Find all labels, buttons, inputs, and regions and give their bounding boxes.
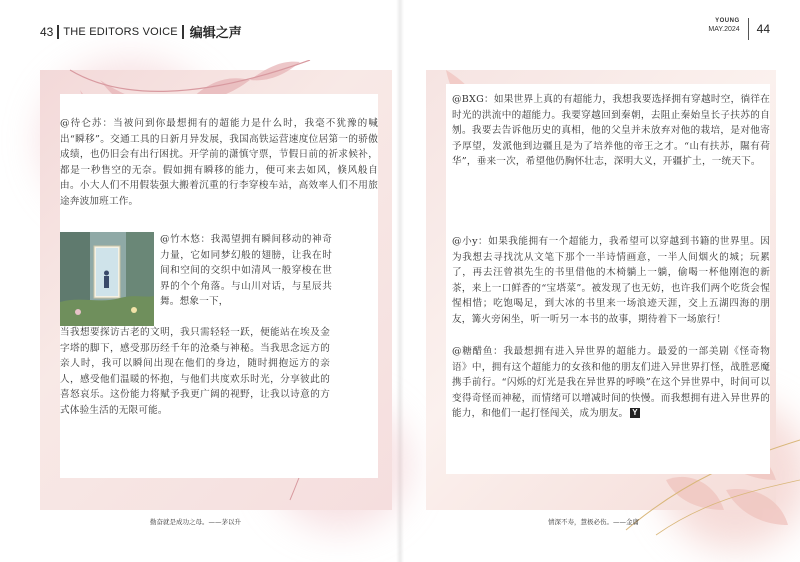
left-page-header xyxy=(40,22,242,41)
essay-paragraph xyxy=(452,344,770,422)
essay-paragraph-text: @糖醋鱼：我最想拥有进入异世界的超能力。最爱的一部美剧《怪奇物语》中，拥有这个超能力的女孩和他的朋友们进入异世界打怪，战胜恶魔携手前行。“闪烁的灯光是我在异世界的呼唤”在这个异世界中，时间可以变得奇怪而神秘，而情绪可以增减时间的快慢。而我想拥有进入异世界的能力，和他们一起打怪闯关，成为朋友。 xyxy=(452,346,770,419)
essay-paragraph: 当我想要探访古老的文明，我只需轻轻一跃，便能站在埃及金字塔的脚下，感受那历经千年的沧桑与神秘。当我思念远方的亲人时，我可以瞬间出现在他们的身边，随时拥抱远方的亲人，感受他们温暖的怀抱，与他们共度欢乐时光，分享彼此的喜怒哀乐。这份能力将赋予我更广阔的视野，让我以诗意的方式体验生活的无限可能。 xyxy=(60,327,330,416)
header-divider xyxy=(748,18,749,40)
door-in-forest-illustration xyxy=(60,232,154,326)
right-page-header xyxy=(708,18,770,40)
header-divider xyxy=(182,25,184,39)
illustration-image xyxy=(60,232,154,326)
magazine-name: YOUNG xyxy=(715,18,740,24)
header-divider xyxy=(57,25,59,39)
essay-paragraph: @BXG：如果世界上真的有超能力，我想我要选择拥有穿越时空，徜徉在时光的洪流中的超能力。我要穿越回到秦朝，去阻止秦始皇长子扶苏的自刎。我要去告诉他历史的真相，他的父皇并未放弃对他的栽培，是对他寄予厚望，发派他到边疆且是为了培养他的帝王之才。“山有扶苏，隰有荷华”，垂来一次，希望他仍胸怀壮志，深明大义，开疆扩土，一统天下。 xyxy=(452,94,770,167)
page-number: 43 xyxy=(40,24,54,39)
issue-date: MAY.2024 xyxy=(708,26,740,33)
essay-paragraph: @竹木悠：我渴望拥有瞬间移动的神奇力量，它如同梦幻般的翅膀，让我在时间和空间的交织中如清风一般穿梭在世界的个个角落。与山川对话，与星辰共舞。想象一下， xyxy=(160,234,332,307)
section-title-cn: 编辑之声 xyxy=(189,26,242,41)
page-footer-quote: 勤奋就是成功之母。——茅以升 xyxy=(150,518,241,526)
essay-paragraph: @小y：如果我能拥有一个超能力，我希望可以穿越到书籍的世界里。因为我想去寻找沈从文笔下那个一半诗情画意，一半人间烟火的城；玩累了，再去汪曾祺先生的书里借他的木椅躺上一躺，偷喝一杯他刚泡的新茶，来上一口鲜香的“宝塔菜”。被发现了也无妨，也许我们两个吃货会惺惺相惜；吃饱喝足，到大冰的书里来一场浪迹天涯，交上五湖四海的朋友，篝火旁闲坐，听一听另一本书的故事，期待着下一场旅行！ xyxy=(452,236,770,325)
page-number: 44 xyxy=(756,22,770,36)
essay-paragraph: @待仑苏：当被问到你最想拥有的超能力是什么时，我毫不犹豫的喊出“瞬移”。交通工具的日新月异发展，我国高铁运营速度位居第一的骄傲成绩，也仍旧会有出行困扰。开学前的潇慎守票，节假日前的祈求候补，都是一秒售空的无奈。假如拥有瞬移的能力，便可来去如风，倏风般自由。小大人们不用假装强大搬着沉重的行李穿梭车站，高效率人们不用旅途奔波加班工作。 xyxy=(60,118,378,207)
end-mark: Y xyxy=(632,408,638,417)
magazine-info xyxy=(708,18,739,33)
page-footer-quote: 情深不寿，慧极必伤。——金庸 xyxy=(548,518,639,526)
section-title: THE EDITORS VOICE xyxy=(63,25,178,38)
